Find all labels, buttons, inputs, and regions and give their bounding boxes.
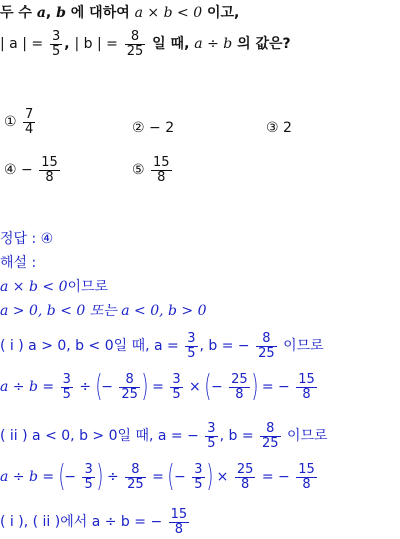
choice-2[interactable]: ② − 2 [132, 120, 175, 136]
paren: ( [57, 459, 65, 494]
question-text: 일 때, [152, 36, 190, 53]
fraction: $\frac{15}{8}$ [298, 461, 315, 492]
fraction: $\frac{7}{4}$ [25, 107, 34, 137]
explain-label: 해설 : [0, 255, 37, 271]
fraction: $\frac{15}{8}$ [170, 507, 188, 537]
fraction: $\frac{3}{5}$ [194, 461, 203, 492]
fraction: $\frac{8}{25}$ [121, 371, 138, 402]
fraction: $\frac{3}{5}$ [207, 421, 216, 451]
fraction: $\frac{8}{25}$ [258, 331, 275, 361]
fraction: $\frac{25}{8}$ [236, 461, 254, 492]
paren: ( [167, 459, 175, 494]
paren: ) [96, 459, 104, 494]
explain-line-2: a > 0, b < 0 또는 a < 0, b > 0 [0, 303, 207, 319]
question-text: 두 수 [0, 5, 32, 21]
expr: a ÷ b [194, 36, 233, 53]
var-a: a [36, 5, 46, 21]
choice-4[interactable]: ④ − $\frac{15}{8}$ [4, 155, 58, 185]
paren: ) [141, 369, 149, 404]
paren: ( [204, 369, 212, 404]
explain-line-1: a × b < 0이므로 [0, 279, 109, 295]
explain-line-4: a ÷ b = $\frac{3}{5}$ ÷ (− $\frac{8}{25}$ ) = $\frac{3}{5}$ × (− $\frac{25}{8}$ ) = − $\frac{15}{8}$ [0, 369, 315, 404]
fraction: $\frac{3}{5}$ [187, 331, 196, 361]
fraction: $\frac{15}{8}$ [153, 155, 170, 185]
question-line-1: 두 수 a, b 에 대하여 a × b < 0 이고, [0, 5, 240, 21]
choice-3[interactable]: ③ 2 [266, 120, 292, 136]
var-b: b [56, 5, 66, 21]
explain-line-5: ( ii ) a < 0, b > 0일 때, a = − $\frac{3}{5}$ , b = $\frac{8}{25}$ 이므로 [0, 421, 328, 451]
abs-b: | b | = [74, 36, 118, 53]
fraction: $\frac{8}{25}$ [126, 29, 144, 59]
fraction: $\frac{8}{25}$ [262, 421, 279, 451]
fraction: $\frac{3}{5}$ [172, 371, 181, 402]
fraction: $\frac{15}{8}$ [298, 371, 315, 402]
condition-expr: a × b < 0 [134, 5, 203, 21]
abs-a: | a | = [0, 36, 44, 53]
question-line-2: | a | = $\frac{3}{5}$ , | b | = $\frac{8}{25}$ 일 때, a ÷ b 의 값은? [0, 29, 291, 59]
question-text: 에 대하여 [70, 5, 130, 21]
question-text: 의 값은? [237, 36, 291, 53]
fraction: $\frac{3}{5}$ [62, 371, 71, 402]
explain-line-3: ( i ) a > 0, b < 0일 때, a = $\frac{3}{5}$ , b = − $\frac{8}{25}$ 이므로 [0, 331, 324, 361]
paren: ) [251, 369, 259, 404]
fraction: $\frac{3}{5}$ [84, 461, 93, 492]
question-text: 이고, [206, 5, 240, 21]
fraction: $\frac{15}{8}$ [41, 155, 58, 185]
paren: ( [94, 369, 102, 404]
paren: ) [205, 459, 213, 494]
answer-label: 정답 : ④ [0, 231, 54, 247]
fraction: $\frac{8}{25}$ [127, 461, 144, 492]
fraction: $\frac{25}{8}$ [231, 371, 248, 402]
explain-line-6: a ÷ b = (− $\frac{3}{5}$ ) ÷ $\frac{8}{25}$ = (− $\frac{3}{5}$ ) × $\frac{25}{8}$ = − $\frac{15}{8}$ [0, 459, 315, 494]
choice-5[interactable]: ⑤ $\frac{15}{8}$ [132, 155, 170, 185]
explain-line-7: ( i ), ( ii )에서 a ÷ b = − $\frac{15}{8}$ [0, 507, 188, 537]
fraction: $\frac{3}{5}$ [51, 29, 61, 59]
choice-1[interactable]: ① $\frac{7}{4}$ [4, 107, 34, 137]
